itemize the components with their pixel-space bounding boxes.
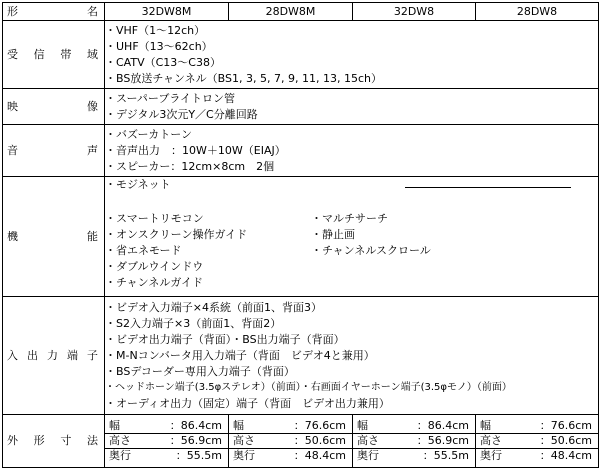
list-item: ・チャンネルガイド [105, 276, 204, 289]
dimensions-32dw8: 幅 ：86.4cm 高さ ：56.9cm 奥行 ：55.5m [353, 415, 476, 468]
list-item: ・VHF（1～12ch） [105, 23, 206, 37]
list-item: ・スーパーブライトロン管 [105, 91, 236, 105]
list-item: ・デジタル3次元Y／C分離回路 [105, 107, 258, 121]
io-row [3, 297, 599, 415]
tuner-row [3, 21, 599, 89]
video-row [3, 89, 599, 125]
model-32dw8: 32DW8 [353, 3, 476, 21]
audio-label: 音 声 [3, 125, 105, 177]
dimensions-label: 外 形 寸 法 [3, 415, 105, 468]
audio-items [105, 125, 599, 177]
list-item: ・ヘッドホーン端子(3.5φステレオ）（前面）・右画面イヤーホーン端子(3.5φモノ）（前面） [105, 381, 512, 393]
header-row [3, 3, 599, 21]
list-item: ・省エネモード [105, 244, 182, 257]
list-item: ・ビデオ出力端子（背面）・BS出力端子（背面） [105, 332, 345, 346]
list-item: ・静止画 [311, 228, 355, 241]
list-item: ・BS放送チャンネル（BS1, 3, 5, 7, 9, 11, 13, 15ch） [105, 71, 382, 85]
dimensions-28dw8: 幅 ：76.6cm 高さ ：50.6cm 奥行 ：48.4cm [476, 415, 599, 468]
dimensions-32dw8m: 幅 ：86.4cm 高さ ：56.9cm 奥行 ：55.5m [105, 415, 229, 468]
list-item: ・バズーカトーン [105, 127, 193, 141]
list-item: ・BSデコーダー専用入力端子（背面） [105, 364, 295, 378]
list-item: ・S2入力端子×3（前面1、背面2） [105, 316, 282, 330]
list-item: ・マルチサーチ [311, 212, 388, 225]
audio-row [3, 125, 599, 177]
io-label: 入 出 力 端 子 [3, 297, 105, 415]
io-items [105, 297, 599, 415]
model-32dw8m: 32DW8M [105, 3, 229, 21]
list-item: ・チャンネルスクロール [311, 244, 431, 257]
dimensions-28dw8m: 幅 ：76.6cm 高さ ：50.6cm 奥行 ：48.4cm [229, 415, 353, 468]
model-header-label: 形 名 [3, 3, 105, 21]
model-28dw8: 28DW8 [476, 3, 599, 21]
list-item: ・ダブルウインドウ [105, 260, 204, 273]
functions-row [3, 177, 599, 297]
dimensions-row [3, 415, 599, 468]
divider-line [405, 187, 571, 188]
list-item: ・CATV（C13～C38） [105, 55, 221, 69]
list-item: ・ビデオ入力端子×4系統（前面1、背面3） [105, 300, 322, 314]
list-item: ・スピーカー：12cm×8cm 2個 [105, 159, 275, 173]
functions-items [105, 177, 599, 297]
list-item: ・オンスクリーン操作ガイド [105, 228, 248, 241]
tuner-label: 受 信 帯 域 [3, 21, 105, 89]
model-28dw8m: 28DW8M [229, 3, 353, 21]
video-items [105, 89, 599, 125]
tuner-items [105, 21, 599, 89]
functions-label: 機 能 [3, 177, 105, 297]
list-item: ・M-Nコンバータ用入力端子（背面 ビデオ4と兼用） [105, 348, 375, 362]
list-item: ・UHF（13～62ch） [105, 39, 213, 53]
list-item: ・音声出力 ：10W＋10W（EIAJ） [105, 143, 286, 157]
list-item: ・スマートリモコン [105, 212, 204, 225]
list-item: ・オーディオ出力（固定）端子（背面 ビデオ出力兼用） [105, 396, 390, 410]
video-label: 映 像 [3, 89, 105, 125]
list-item: ・モジネット [105, 178, 171, 191]
spec-table [2, 2, 599, 468]
